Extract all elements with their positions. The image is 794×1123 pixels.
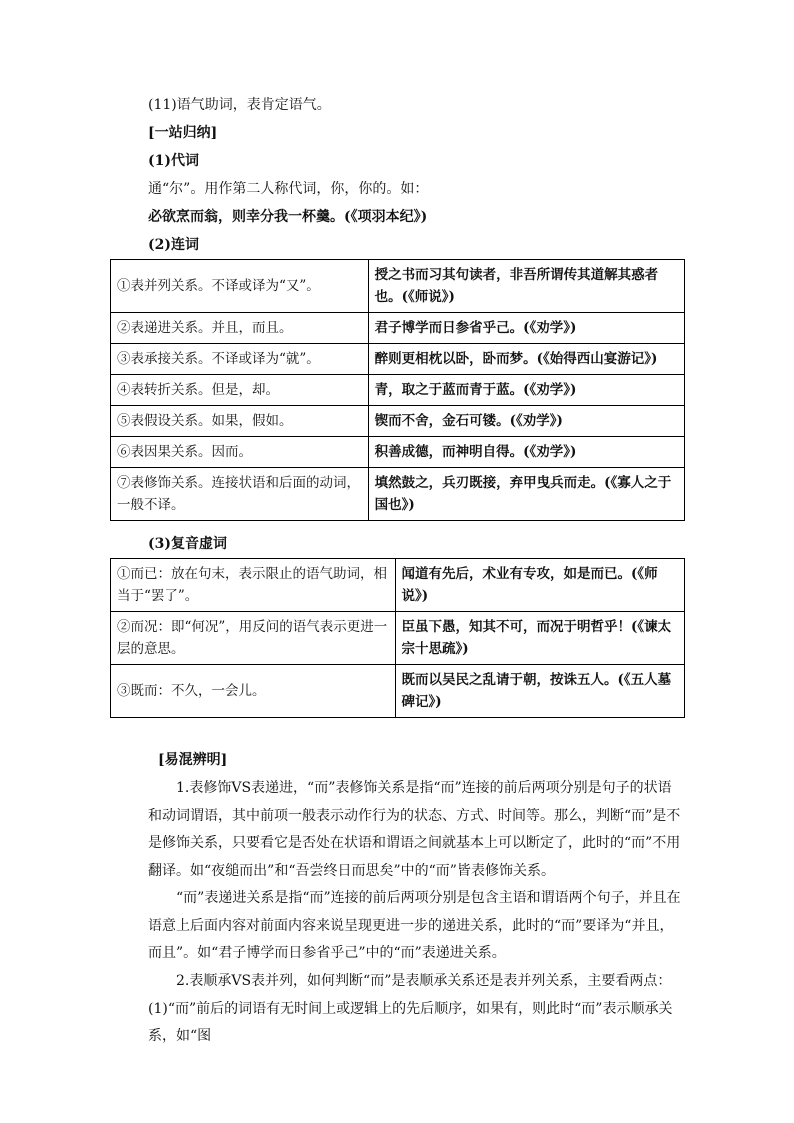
- table-row: [111, 406, 685, 437]
- table-row: [111, 437, 685, 468]
- compound-heading: (3)复音虚词: [148, 536, 227, 552]
- distinction-paragraph-1: [148, 775, 682, 885]
- distinction-paragraph-2: [148, 885, 682, 968]
- summary-heading: [一站归纳]: [148, 125, 218, 141]
- table-cell-usage: ③表承接关系。不译或译为“就”。: [111, 344, 369, 375]
- table-row: [111, 665, 685, 718]
- table-cell-usage: ①表并列关系。不译或译为“又”。: [111, 260, 369, 313]
- table-row: [111, 612, 685, 665]
- table-cell-usage: ⑥表因果关系。因而。: [111, 437, 369, 468]
- table-cell-example: 闻道有先后，术业有专攻，如是而已。(《师说》): [395, 559, 685, 612]
- table-cell-usage: ①而已：放在句末，表示限止的语气助词，相当于“罢了”。: [111, 559, 396, 612]
- table-cell-example: 既而以吴民之乱请于朝，按诛五人。(《五人墓碑记》): [395, 665, 685, 718]
- table-cell-example: 醉则更相枕以卧，卧而梦。(《始得西山宴游记》): [368, 344, 684, 375]
- table-row: [111, 375, 685, 406]
- section-11-line: (11)语气助词，表肯定语气。: [148, 97, 331, 113]
- distinction-paragraph-3: [148, 968, 682, 1051]
- distinction-heading: [易混辨明]: [158, 752, 228, 768]
- table-cell-example: 青，取之于蓝而青于蓝。(《劝学》): [368, 375, 684, 406]
- table-cell-usage: ⑦表修饰关系。连接状语和后面的动词，一般不译。: [111, 468, 369, 521]
- table-cell-example: 授之书而习其句读者，非吾所谓传其道解其惑者也。(《师说》): [368, 260, 684, 313]
- table-cell-usage: ②而况：即“何况”，用反问的语气表示更进一层的意思。: [111, 612, 396, 665]
- table-cell-example: 填然鼓之，兵刃既接，弃甲曳兵而走。(《寡人之于国也》): [368, 468, 684, 521]
- pronoun-definition: 通“尔”。用作第二人称代词，你，你的。如：: [148, 181, 429, 197]
- table-row: [111, 559, 685, 612]
- table-row: [111, 344, 685, 375]
- table-row: [111, 260, 685, 313]
- compound-table: [110, 558, 685, 718]
- table-row: [111, 313, 685, 344]
- table-row: [111, 468, 685, 521]
- conjunction-heading: (2)连词: [148, 237, 199, 253]
- conjunction-table: [110, 259, 685, 521]
- table-cell-example: 锲而不舍，金石可镂。(《劝学》): [368, 406, 684, 437]
- table-cell-example: 君子博学而日参省乎己。(《劝学》): [368, 313, 684, 344]
- paragraph-text: 1.表修饰VS表递进，“而”表修饰关系是指“而”连接的前后两项分别是句子的状语和动词谓语，其中前项一般表示动作行为的状态、方式、时间等。那么，判断“而”是不是修饰关系，只要看它是否处在状语和谓语之间就基本上可以断定了，此时的“而”不用翻译。如“夜缒而出”和“吾尝终日而思矣”中的“而”皆表修饰关系。: [148, 780, 681, 879]
- table-cell-example: 臣虽下愚，知其不可，而况于明哲乎！(《谏太宗十思疏》): [395, 612, 685, 665]
- table-cell-usage: ④表转折关系。但是，却。: [111, 375, 369, 406]
- paragraph-text: “而”表递进关系是指“而”连接的前后两项分别是包含主语和谓语两个句子，并且在语意上后面内容对前面内容来说呈现更进一步的递进关系，此时的“而”要译为“并且，而且”。如“君子博学而日参省乎己”中的“而”表递进关系。: [148, 890, 681, 961]
- paragraph-text: 2.表顺承VS表并列，如何判断“而”是表顺承关系还是表并列关系，主要看两点：(1)“而”前后的词语有无时间上或逻辑上的先后顺序，如果有，则此时“而”表示顺承关系，如“图: [148, 973, 673, 1044]
- table-cell-usage: ②表递进关系。并且，而且。: [111, 313, 369, 344]
- table-cell-usage: ⑤表假设关系。如果，假如。: [111, 406, 369, 437]
- table-cell-usage: ③既而：不久，一会儿。: [111, 665, 396, 718]
- table-cell-example: 积善成德，而神明自得。(《劝学》): [368, 437, 684, 468]
- pronoun-heading: (1)代词: [148, 153, 199, 169]
- pronoun-example: 必欲烹而翁，则幸分我一杯羹。(《项羽本纪》): [148, 209, 428, 225]
